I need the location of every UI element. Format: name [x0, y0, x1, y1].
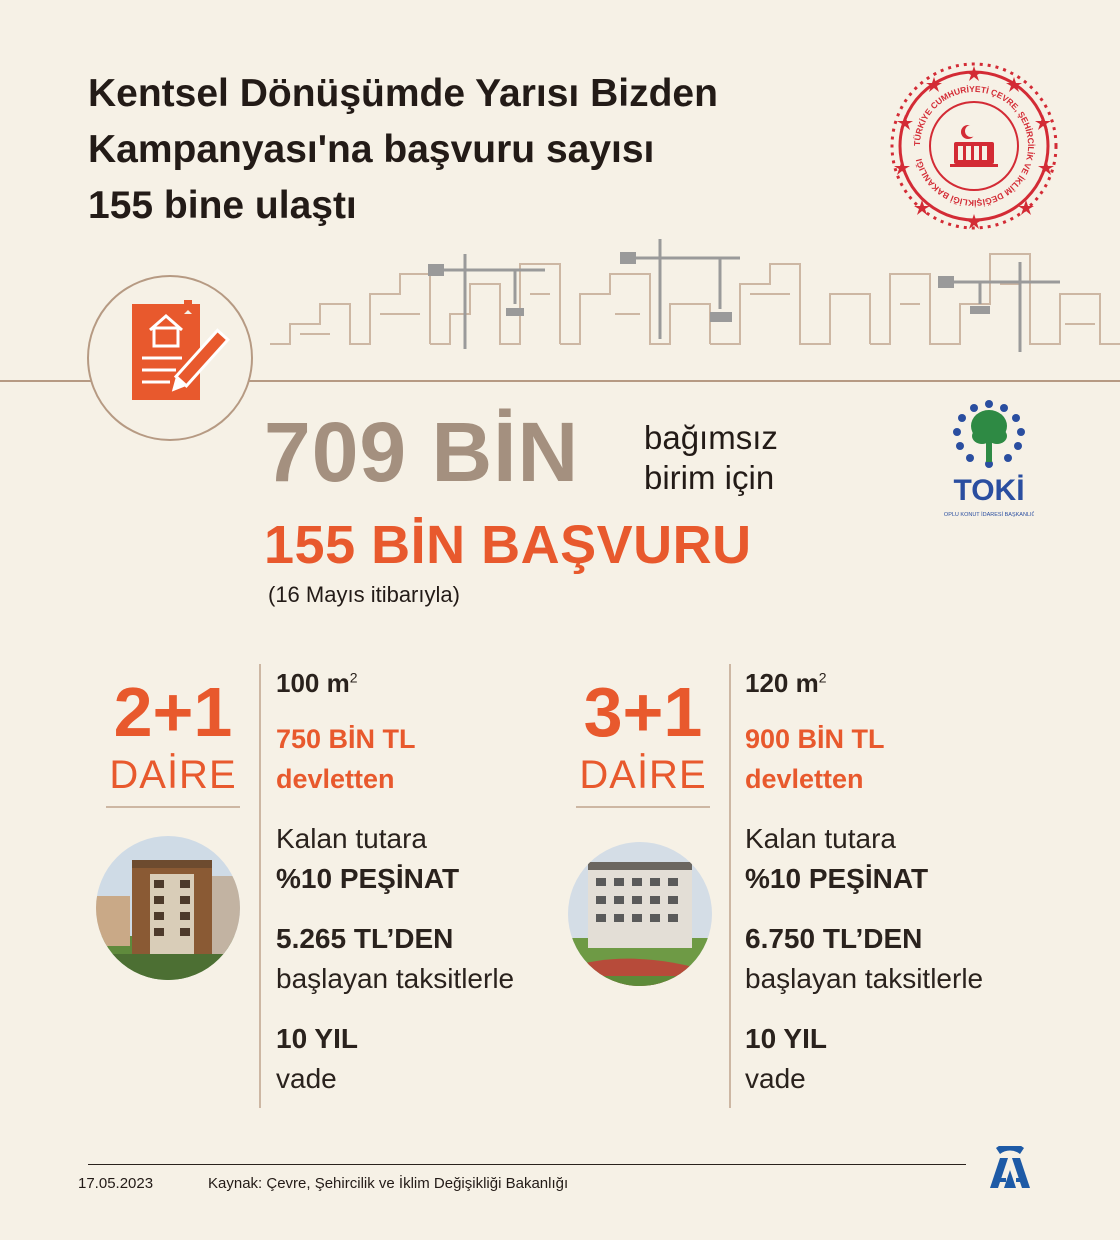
toki-logo	[944, 396, 1034, 526]
apartment-photo-3-1	[568, 842, 712, 986]
down-payment-block	[276, 819, 576, 899]
remaining-label: Kalan tutara	[745, 823, 896, 854]
column-divider	[259, 664, 261, 1108]
installment-block	[276, 919, 576, 999]
apartment-type-2-1	[106, 672, 240, 808]
government-label: devletten	[276, 764, 395, 794]
apartment-type-3-1	[576, 672, 710, 808]
area-value: 120 m	[745, 668, 819, 698]
toki-subtitle: TOPLU KONUT İDARESİ BAŞKANLIĞI	[944, 512, 1034, 518]
area-superscript: 2	[818, 669, 827, 686]
aa-agency-logo	[986, 1146, 1034, 1190]
apartment-area	[276, 668, 576, 699]
installment-amount: 5.265 TL’DEN	[276, 923, 454, 954]
remaining-label: Kalan tutara	[276, 823, 427, 854]
term-block	[745, 1019, 1045, 1099]
term-block	[276, 1019, 576, 1099]
title-line-3: 155 bine ulaştı	[88, 184, 357, 227]
apartment-details-2-1	[276, 668, 576, 1099]
government-label: devletten	[745, 764, 864, 794]
type-underline	[106, 806, 240, 808]
units-number: 709 BİN	[264, 405, 580, 499]
apartment-details-3-1	[745, 668, 1045, 1099]
title-line-1: Kentsel Dönüşümde Yarısı Bizden	[88, 72, 718, 115]
footer-source: Kaynak: Çevre, Şehircilik ve İklim Değişikliği Bakanlığı	[208, 1175, 569, 1192]
down-payment: %10 PEŞİNAT	[276, 863, 460, 894]
units-label-line-2: birim için	[644, 459, 775, 496]
seal-text: TÜRKİYE CUMHURİYETİ ÇEVRE, ŞEHİRCİLİK VE İKLİM DEĞİŞİKLİĞİ BAKANLIĞI	[911, 83, 1037, 209]
government-amount: 900 BİN TL	[745, 724, 885, 754]
application-document-icon	[86, 274, 254, 442]
term-value: 10 YIL	[745, 1023, 827, 1054]
apartment-area	[745, 668, 1045, 699]
applications-count: 155 BİN BAŞVURU	[264, 515, 752, 575]
type-underline	[576, 806, 710, 808]
page-title	[88, 66, 848, 234]
government-amount: 750 BİN TL	[276, 724, 416, 754]
area-superscript: 2	[349, 669, 358, 686]
footer-date: 17.05.2023	[78, 1175, 154, 1192]
installment-label: başlayan taksitlerle	[745, 963, 984, 994]
installment-label: başlayan taksitlerle	[276, 963, 515, 994]
apartment-type-number: 2+1	[113, 673, 233, 751]
term-label: vade	[745, 1063, 806, 1094]
term-label: vade	[276, 1063, 337, 1094]
apartment-type-number: 3+1	[583, 673, 703, 751]
column-divider	[729, 664, 731, 1108]
title-line-2: Kampanyası'na başvuru sayısı	[88, 128, 655, 171]
units-label	[644, 418, 778, 498]
government-contribution	[745, 719, 1045, 799]
down-payment: %10 PEŞİNAT	[745, 863, 929, 894]
government-contribution	[276, 719, 576, 799]
footer-divider	[88, 1164, 966, 1165]
term-value: 10 YIL	[276, 1023, 358, 1054]
as-of-date: (16 Mayıs itibarıyla)	[268, 582, 460, 607]
city-skyline-illustration	[270, 234, 1120, 384]
apartment-type-word: DAİRE	[579, 753, 707, 797]
down-payment-block	[745, 819, 1045, 899]
installment-block	[745, 919, 1045, 999]
units-label-line-1: bağımsız	[644, 419, 778, 456]
apartment-photo-2-1	[96, 836, 240, 980]
apartment-type-word: DAİRE	[109, 753, 237, 797]
ministry-seal-logo	[888, 60, 1060, 232]
toki-name: TOKİ	[953, 474, 1025, 507]
area-value: 100 m	[276, 668, 350, 698]
installment-amount: 6.750 TL’DEN	[745, 923, 923, 954]
